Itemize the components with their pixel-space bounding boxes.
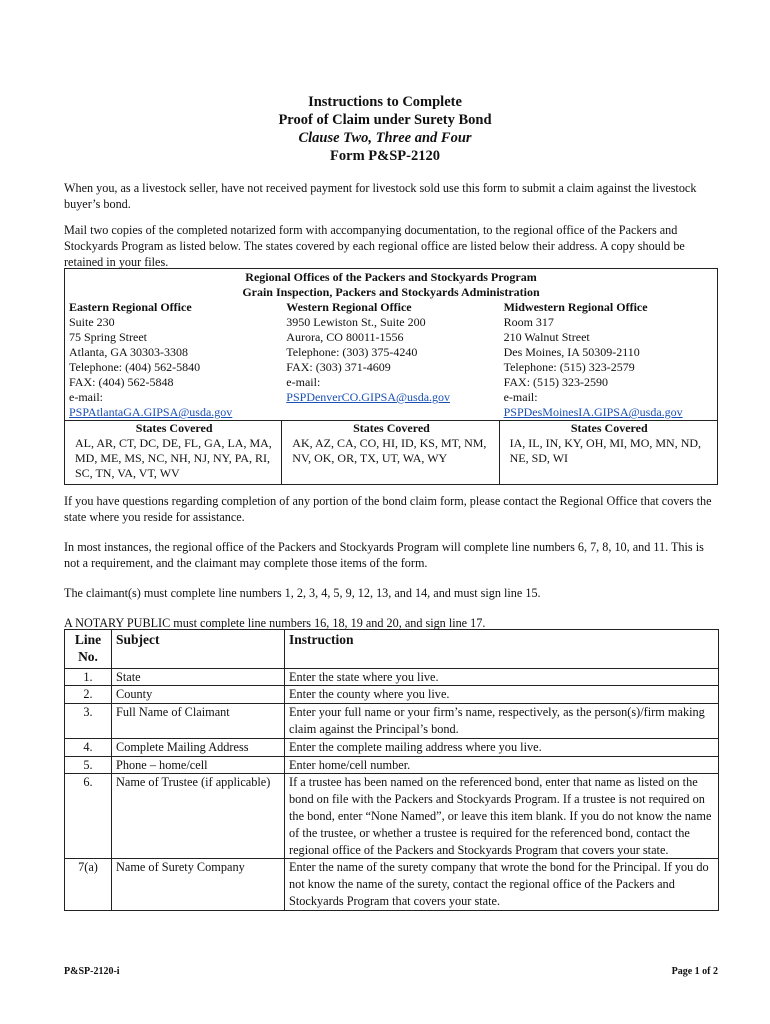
row-instruction: If a trustee has been named on the referenced bond, enter that name as listed on the bond on file with the Packers and Stockyards Program. If a trustee is not required on the bond, enter “None Named”, or leave this item blank. If you do not know the name of the trustee, or whether a trustee is required for the referenced bond, contact the regional office of the Packers and Stockyards Program that covers your state. — [285, 774, 719, 859]
states-covered-row — [65, 420, 717, 484]
row-line-no: 2. — [65, 686, 112, 704]
offices-heading-2: Grain Inspection, Packers and Stockyards Administration — [242, 285, 540, 299]
eastern-office-email-link[interactable]: PSPAtlantaGA.GIPSA@usda.gov — [69, 405, 233, 419]
midwestern-office — [500, 300, 717, 420]
regional-offices-table — [64, 268, 718, 485]
eastern-states-list: AL, AR, CT, DC, DE, FL, GA, LA, MA, MD, ME, MS, NC, NH, NJ, NY, PA, RI, SC, TN, VA, VT, WV — [75, 436, 272, 480]
eastern-states — [65, 421, 282, 484]
row-instruction: Enter home/cell number. — [285, 756, 719, 774]
document-title — [0, 93, 770, 165]
western-office-fax: FAX: (303) 371-4609 — [286, 360, 391, 374]
row-instruction: Enter your full name or your firm’s name, respectively, as the person(s)/firm making claim against the Principal’s bond. — [285, 704, 719, 739]
row-instruction: Enter the county where you live. — [285, 686, 719, 704]
midwestern-office-line: 210 Walnut Street — [503, 330, 590, 344]
mailing-paragraph: Mail two copies of the completed notarized form with accompanying documentation, to the regional office of the Packers and Stockyards Program as listed below. The states covered by each regional office are listed below their address. A copy should be retained in your files. — [64, 223, 685, 269]
offices-heading — [65, 269, 717, 300]
western-states-list: AK, AZ, CA, CO, HI, ID, KS, MT, NM, NV, OK, OR, TX, UT, WA, WY — [292, 436, 487, 465]
eastern-office-name: Eastern Regional Office — [69, 300, 192, 314]
eastern-office-fax: FAX: (404) 562-5848 — [69, 375, 174, 389]
table-row — [65, 756, 719, 774]
table-row — [65, 738, 719, 756]
row-line-no: 6. — [65, 774, 112, 859]
western-office-name: Western Regional Office — [286, 300, 412, 314]
row-line-no: 5. — [65, 756, 112, 774]
regional-office-lines-paragraph: In most instances, the regional office of the Packers and Stockyards Program will complete line numbers 6, 7, 8, 10, and 11. This is not a requirement, and the claimant may complete those items of the form. — [64, 540, 704, 570]
intro-paragraph: When you, as a livestock seller, have not received payment for livestock sold use this form to submit a claim against the livestock buyer’s bond. — [64, 181, 697, 211]
row-subject: Name of Trustee (if applicable) — [112, 774, 285, 859]
claimant-lines-paragraph: The claimant(s) must complete line numbers 1, 2, 3, 4, 5, 9, 12, 13, and 14, and must sign line 15. — [64, 586, 541, 600]
row-instruction: Enter the state where you live. — [285, 668, 719, 686]
row-subject: Complete Mailing Address — [112, 738, 285, 756]
row-instruction: Enter the name of the surety company that wrote the bond for the Principal. If you do not know the name of the surety, contact the regional office of the Packers and Stockyards Program that covers your state. — [285, 859, 719, 910]
table-row — [65, 668, 719, 686]
instructions-table — [64, 629, 719, 911]
western-office-line: 3950 Lewiston St., Suite 200 — [286, 315, 426, 329]
title-line-4: Form P&SP-2120 — [330, 148, 440, 164]
states-covered-label: States Covered — [353, 421, 430, 435]
eastern-office-line: Atlanta, GA 30303-3308 — [69, 345, 188, 359]
eastern-office-line: Suite 230 — [69, 315, 115, 329]
row-instruction: Enter the complete mailing address where you live. — [285, 738, 719, 756]
title-line-2: Proof of Claim under Surety Bond — [278, 112, 492, 128]
midwestern-office-phone: Telephone: (515) 323-2579 — [503, 360, 635, 374]
title-line-1: Instructions to Complete — [308, 94, 462, 110]
header-line-no: Line No. — [65, 630, 112, 669]
offices-heading-1: Regional Offices of the Packers and Stockyards Program — [245, 270, 537, 284]
row-subject: County — [112, 686, 285, 704]
eastern-office — [65, 300, 282, 420]
midwestern-office-line: Des Moines, IA 50309-2110 — [503, 345, 640, 359]
table-row — [65, 859, 719, 910]
row-subject: Phone – home/cell — [112, 756, 285, 774]
midwestern-office-email-link[interactable]: PSPDesMoinesIA.GIPSA@usda.gov — [503, 405, 683, 419]
western-office-email-label: e-mail: — [286, 375, 321, 389]
eastern-office-email-label: e-mail: — [69, 390, 103, 404]
midwestern-states-list: IA, IL, IN, KY, OH, MI, MO, MN, ND, NE, SD, WI — [509, 436, 702, 465]
notary-lines-paragraph: A NOTARY PUBLIC must complete line numbers 16, 18, 19 and 20, and sign line 17. — [64, 616, 486, 630]
midwestern-office-fax: FAX: (515) 323-2590 — [503, 375, 609, 389]
table-row — [65, 704, 719, 739]
midwestern-office-email-label: e-mail: — [503, 390, 538, 404]
row-subject: Name of Surety Company — [112, 859, 285, 910]
questions-paragraph: If you have questions regarding completion of any portion of the bond claim form, please contact the Regional Office that covers the state where you reside for assistance. — [64, 494, 712, 524]
western-office — [282, 300, 499, 420]
states-covered-label: States Covered — [570, 421, 648, 435]
western-states — [282, 421, 499, 484]
midwestern-office-name: Midwestern Regional Office — [503, 300, 648, 314]
western-office-phone: Telephone: (303) 375-4240 — [286, 345, 418, 359]
instructions-header-row — [65, 630, 719, 669]
footer-page-number: Page 1 of 2 — [671, 966, 718, 977]
midwestern-office-line: Room 317 — [503, 315, 554, 329]
row-line-no: 1. — [65, 668, 112, 686]
row-line-no: 7(a) — [65, 859, 112, 910]
midwestern-states — [500, 421, 717, 484]
western-office-line: Aurora, CO 80011-1556 — [286, 330, 404, 344]
title-line-3: Clause Two, Three and Four — [298, 130, 472, 146]
eastern-office-line: 75 Spring Street — [69, 330, 147, 344]
table-row — [65, 774, 719, 859]
states-covered-label: States Covered — [135, 421, 213, 435]
offices-address-row — [65, 300, 717, 420]
row-subject: State — [112, 668, 285, 686]
table-row — [65, 686, 719, 704]
western-office-email-link[interactable]: PSPDenverCO.GIPSA@usda.gov — [286, 390, 451, 404]
row-subject: Full Name of Claimant — [112, 704, 285, 739]
row-line-no: 3. — [65, 704, 112, 739]
eastern-office-phone: Telephone: (404) 562-5840 — [69, 360, 201, 374]
header-subject: Subject — [112, 630, 285, 669]
header-instruction: Instruction — [285, 630, 719, 669]
footer-form-id: P&SP-2120-i — [64, 966, 120, 977]
row-line-no: 4. — [65, 738, 112, 756]
